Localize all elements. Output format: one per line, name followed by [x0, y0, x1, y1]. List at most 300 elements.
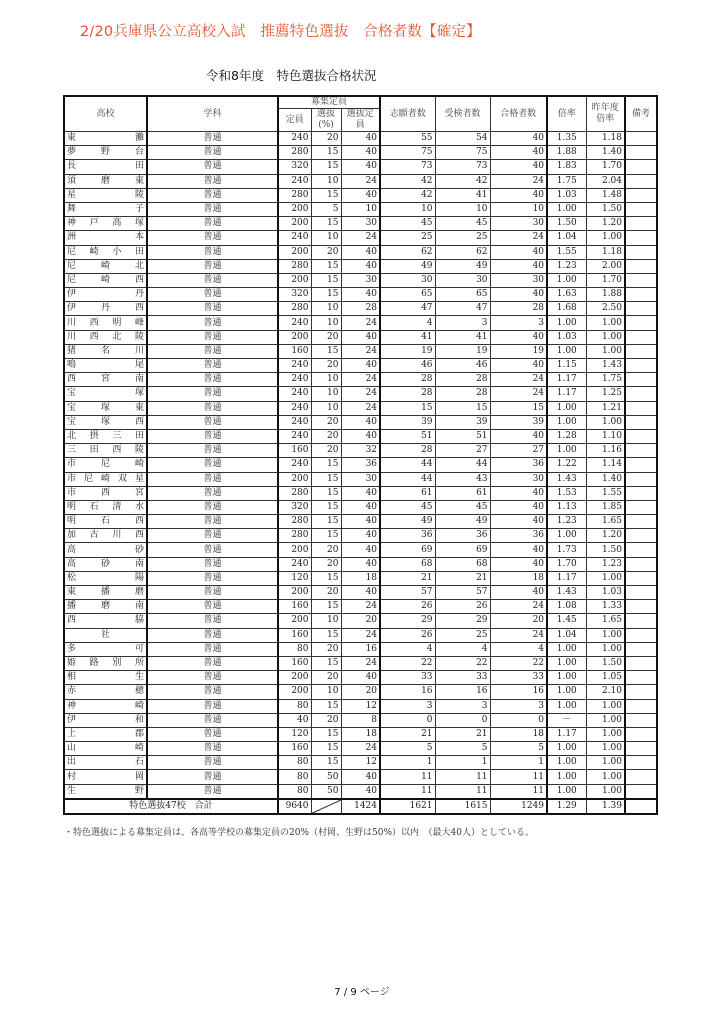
school-char: 高 — [67, 558, 77, 569]
cell-examinees: 11 — [435, 770, 490, 784]
cell-examinees: 5 — [435, 742, 490, 756]
cell-selection-quota: 40 — [341, 500, 380, 514]
table-row — [64, 699, 657, 713]
school-char: 崎 — [134, 459, 144, 470]
cell-passed: 1 — [490, 756, 547, 770]
cell-ratio: 1.00 — [547, 642, 586, 656]
cell-school — [64, 146, 147, 160]
table-row — [64, 614, 657, 628]
cell-department: 普通 — [147, 273, 278, 287]
cell-selection-pct: 20 — [311, 713, 341, 727]
school-char: 水 — [134, 501, 144, 512]
school-char: 尾 — [134, 360, 144, 371]
cell-selection-quota: 24 — [341, 401, 380, 415]
cell-school — [64, 373, 147, 387]
cell-examinees: 62 — [435, 245, 490, 259]
school-char: 南 — [134, 601, 144, 612]
school-char: 西 — [67, 615, 77, 626]
cell-examinees: 44 — [435, 458, 490, 472]
cell-capacity: 240 — [278, 373, 311, 387]
school-char: 東 — [67, 587, 77, 598]
cell-school — [64, 359, 147, 373]
cell-applicants: 65 — [380, 288, 435, 302]
cell-remarks — [625, 557, 657, 571]
cell-selection-pct: 20 — [311, 132, 341, 146]
cell-remarks — [625, 586, 657, 600]
cell-examinees: 49 — [435, 515, 490, 529]
cell-passed: 40 — [490, 500, 547, 514]
cell-selection-pct: 15 — [311, 727, 341, 741]
cell-selection-quota: 40 — [341, 288, 380, 302]
cell-school — [64, 160, 147, 174]
cell-applicants: 36 — [380, 529, 435, 543]
cell-passed: 36 — [490, 529, 547, 543]
cell-applicants: 30 — [380, 273, 435, 287]
cell-ratio: 1.00 — [547, 316, 586, 330]
cell-selection-pct: 15 — [311, 344, 341, 358]
cell-applicants: 25 — [380, 231, 435, 245]
cell-examinees: 46 — [435, 359, 490, 373]
cell-selection-quota: 30 — [341, 273, 380, 287]
cell-school — [64, 713, 147, 727]
cell-selection-quota: 24 — [341, 600, 380, 614]
cell-selection-quota: 40 — [341, 330, 380, 344]
cell-department: 普通 — [147, 458, 278, 472]
cell-remarks — [625, 373, 657, 387]
cell-ratio: 1.83 — [547, 160, 586, 174]
cell-examinees: 10 — [435, 202, 490, 216]
cell-ratio: 1.00 — [547, 415, 586, 429]
cell-prev-ratio: 1.00 — [586, 316, 625, 330]
cell-capacity: 280 — [278, 188, 311, 202]
cell-examinees: 47 — [435, 302, 490, 316]
cell-selection-quota: 28 — [341, 302, 380, 316]
cell-selection-pct: 15 — [311, 600, 341, 614]
cell-school — [64, 656, 147, 670]
table-row — [64, 330, 657, 344]
cell-school — [64, 344, 147, 358]
cell-ratio: 1.17 — [547, 727, 586, 741]
cell-ratio: 1.23 — [547, 515, 586, 529]
cell-examinees: 54 — [435, 132, 490, 146]
cell-selection-pct: 15 — [311, 500, 341, 514]
cell-capacity: 280 — [278, 529, 311, 543]
school-char: 陵 — [134, 189, 144, 200]
cell-ratio: － — [547, 713, 586, 727]
cell-prev-ratio: 1.10 — [586, 429, 625, 443]
table-row — [64, 401, 657, 415]
table-row — [64, 245, 657, 259]
school-char: 松 — [67, 572, 77, 583]
cell-examinees: 21 — [435, 727, 490, 741]
cell-department: 普通 — [147, 571, 278, 585]
school-char: 明 — [67, 516, 77, 527]
cell-ratio: 1.43 — [547, 586, 586, 600]
cell-selection-pct: 10 — [311, 373, 341, 387]
school-char: 長 — [67, 161, 77, 172]
cell-capacity: 200 — [278, 273, 311, 287]
school-char: 村 — [67, 771, 77, 782]
cell-capacity: 200 — [278, 671, 311, 685]
cell-selection-pct: 5 — [311, 202, 341, 216]
cell-prev-ratio: 1.00 — [586, 415, 625, 429]
cell-applicants: 10 — [380, 202, 435, 216]
cell-department: 普通 — [147, 373, 278, 387]
table-row — [64, 273, 657, 287]
cell-department: 普通 — [147, 699, 278, 713]
cell-selection-quota: 8 — [341, 713, 380, 727]
cell-department: 普通 — [147, 387, 278, 401]
cell-passed: 19 — [490, 344, 547, 358]
cell-school — [64, 188, 147, 202]
cell-remarks — [625, 160, 657, 174]
cell-prev-ratio: 1.00 — [586, 330, 625, 344]
cell-prev-ratio: 2.50 — [586, 302, 625, 316]
cell-examinees: 68 — [435, 557, 490, 571]
cell-remarks — [625, 217, 657, 231]
cell-remarks — [625, 784, 657, 799]
cell-capacity: 200 — [278, 202, 311, 216]
cell-selection-pct: 10 — [311, 614, 341, 628]
page-number: 7 / 9 ページ — [334, 987, 390, 998]
cell-examinees: 61 — [435, 486, 490, 500]
cell-department: 普通 — [147, 500, 278, 514]
cell-applicants: 55 — [380, 132, 435, 146]
school-char: 上 — [67, 728, 77, 739]
cell-department: 普通 — [147, 444, 278, 458]
cell-remarks — [625, 316, 657, 330]
cell-school — [64, 770, 147, 784]
cell-department: 普通 — [147, 586, 278, 600]
table-row — [64, 543, 657, 557]
school-char: 播 — [67, 601, 77, 612]
school-char: 陵 — [134, 331, 144, 342]
cell-selection-quota: 24 — [341, 174, 380, 188]
cell-school — [64, 515, 147, 529]
table-row — [64, 188, 657, 202]
cell-applicants: 3 — [380, 699, 435, 713]
cell-school — [64, 202, 147, 216]
cell-remarks — [625, 742, 657, 756]
cell-department: 普通 — [147, 188, 278, 202]
cell-school — [64, 756, 147, 770]
cell-examinees: 3 — [435, 316, 490, 330]
cell-passed: 40 — [490, 245, 547, 259]
cell-passed: 40 — [490, 586, 547, 600]
header-ratio: 倍率 — [547, 96, 586, 132]
school-char: 神 — [67, 700, 77, 711]
cell-capacity: 200 — [278, 245, 311, 259]
school-char: 東 — [67, 133, 77, 144]
cell-examinees: 33 — [435, 671, 490, 685]
school-char: 社 — [100, 629, 110, 640]
cell-examinees: 29 — [435, 614, 490, 628]
school-char: 須 — [67, 175, 77, 186]
cell-selection-quota: 24 — [341, 656, 380, 670]
cell-ratio: 1.50 — [547, 217, 586, 231]
cell-selection-pct: 50 — [311, 770, 341, 784]
school-char: 砂 — [100, 558, 110, 569]
cell-school — [64, 600, 147, 614]
cell-ratio: 1.00 — [547, 444, 586, 458]
cell-school — [64, 486, 147, 500]
school-char: 西 — [89, 331, 99, 342]
table-row — [64, 486, 657, 500]
cell-selection-pct: 15 — [311, 515, 341, 529]
cell-applicants: 11 — [380, 784, 435, 799]
table-row — [64, 132, 657, 146]
school-char: 西 — [100, 487, 110, 498]
table-row — [64, 671, 657, 685]
cell-selection-pct: 15 — [311, 656, 341, 670]
cell-ratio: 1.28 — [547, 429, 586, 443]
header-selection-quota: 選抜定員 — [341, 109, 380, 132]
cell-department: 普通 — [147, 727, 278, 741]
cell-remarks — [625, 699, 657, 713]
cell-examinees: 15 — [435, 401, 490, 415]
cell-selection-pct: 15 — [311, 160, 341, 174]
cell-prev-ratio: 1.00 — [586, 699, 625, 713]
school-char: 陵 — [134, 445, 144, 456]
cell-examinees: 36 — [435, 529, 490, 543]
cell-ratio: 1.17 — [547, 373, 586, 387]
cell-selection-quota: 40 — [341, 770, 380, 784]
cell-applicants: 15 — [380, 401, 435, 415]
cell-selection-quota: 40 — [341, 543, 380, 557]
cell-prev-ratio: 1.14 — [586, 458, 625, 472]
table-row — [64, 373, 657, 387]
cell-prev-ratio: 1.00 — [586, 770, 625, 784]
school-char: 田 — [134, 431, 144, 442]
table-row — [64, 458, 657, 472]
cell-passed: 4 — [490, 642, 547, 656]
table-title: 令和8年度 特色選抜合格状況 — [206, 68, 377, 83]
cell-department: 普通 — [147, 344, 278, 358]
cell-remarks — [625, 628, 657, 642]
cell-school — [64, 529, 147, 543]
cell-remarks — [625, 500, 657, 514]
cell-selection-pct: 20 — [311, 557, 341, 571]
cell-capacity: 280 — [278, 146, 311, 160]
cell-department: 普通 — [147, 245, 278, 259]
table-row — [64, 586, 657, 600]
cell-examinees: 65 — [435, 288, 490, 302]
cell-department: 普通 — [147, 401, 278, 415]
cell-ratio: 1.00 — [547, 202, 586, 216]
cell-prev-ratio: 1.33 — [586, 600, 625, 614]
header-department: 学科 — [147, 96, 278, 132]
school-char: 田 — [89, 445, 99, 456]
total-applicants: 1621 — [380, 799, 435, 814]
cell-passed: 20 — [490, 614, 547, 628]
school-char: 尼 — [67, 260, 77, 271]
cell-prev-ratio: 1.70 — [586, 160, 625, 174]
school-char: 姫 — [67, 658, 77, 669]
header-recruit-group: 募集定員 — [278, 96, 380, 109]
school-char: 本 — [134, 232, 144, 243]
cell-department: 普通 — [147, 515, 278, 529]
cell-ratio: 1.15 — [547, 359, 586, 373]
table-row — [64, 160, 657, 174]
cell-applicants: 62 — [380, 245, 435, 259]
table-row — [64, 515, 657, 529]
school-char: 塚 — [100, 416, 110, 427]
table-row — [64, 756, 657, 770]
cell-school — [64, 217, 147, 231]
cell-school — [64, 401, 147, 415]
header-passed: 合格者数 — [490, 96, 547, 132]
school-char: 高 — [112, 218, 122, 229]
cell-passed: 24 — [490, 231, 547, 245]
school-char: 尼 — [83, 473, 93, 484]
cell-department: 普通 — [147, 742, 278, 756]
cell-selection-quota: 40 — [341, 188, 380, 202]
cell-passed: 24 — [490, 174, 547, 188]
school-char: 岡 — [134, 771, 144, 782]
total-row — [64, 799, 657, 814]
cell-capacity: 240 — [278, 401, 311, 415]
school-char: 東 — [134, 402, 144, 413]
cell-remarks — [625, 429, 657, 443]
cell-examinees: 16 — [435, 685, 490, 699]
table-row — [64, 217, 657, 231]
cell-selection-pct: 20 — [311, 415, 341, 429]
cell-examinees: 57 — [435, 586, 490, 600]
cell-selection-quota: 40 — [341, 132, 380, 146]
cell-ratio: 1.00 — [547, 656, 586, 670]
cell-selection-quota: 24 — [341, 387, 380, 401]
cell-passed: 11 — [490, 784, 547, 799]
cell-passed: 40 — [490, 188, 547, 202]
cell-examinees: 4 — [435, 642, 490, 656]
cell-passed: 33 — [490, 671, 547, 685]
cell-prev-ratio: 1.00 — [586, 571, 625, 585]
table-row — [64, 174, 657, 188]
cell-capacity: 160 — [278, 444, 311, 458]
school-char: 洲 — [67, 232, 77, 243]
school-char: 山 — [67, 743, 77, 754]
cell-school — [64, 316, 147, 330]
school-char: 伊 — [67, 303, 77, 314]
cell-passed: 40 — [490, 146, 547, 160]
cell-selection-pct: 20 — [311, 444, 341, 458]
cell-prev-ratio: 1.00 — [586, 231, 625, 245]
cell-capacity: 320 — [278, 500, 311, 514]
cell-prev-ratio: 1.18 — [586, 132, 625, 146]
cell-examinees: 69 — [435, 543, 490, 557]
cell-capacity: 80 — [278, 770, 311, 784]
cell-school — [64, 472, 147, 486]
cell-capacity: 200 — [278, 614, 311, 628]
school-char: 播 — [100, 587, 110, 598]
cell-passed: 28 — [490, 302, 547, 316]
cell-prev-ratio: 1.00 — [586, 756, 625, 770]
cell-remarks — [625, 756, 657, 770]
school-char: 市 — [67, 459, 77, 470]
cell-passed: 40 — [490, 486, 547, 500]
header-remarks: 備考 — [625, 96, 657, 132]
cell-prev-ratio: 2.00 — [586, 259, 625, 273]
cell-capacity: 320 — [278, 160, 311, 174]
cell-ratio: 1.03 — [547, 188, 586, 202]
school-char: 磨 — [100, 601, 110, 612]
cell-capacity: 200 — [278, 543, 311, 557]
table-row — [64, 571, 657, 585]
school-char: 市 — [67, 487, 77, 498]
cell-applicants: 68 — [380, 557, 435, 571]
school-char: 丹 — [100, 303, 110, 314]
school-char: 西 — [134, 274, 144, 285]
cell-department: 普通 — [147, 415, 278, 429]
table-row — [64, 344, 657, 358]
cell-department: 普通 — [147, 628, 278, 642]
cell-remarks — [625, 515, 657, 529]
cell-capacity: 280 — [278, 486, 311, 500]
school-char: 出 — [67, 757, 77, 768]
cell-remarks — [625, 273, 657, 287]
school-char: 北 — [112, 331, 122, 342]
cell-ratio: 1.17 — [547, 387, 586, 401]
table-row — [64, 557, 657, 571]
cell-department: 普通 — [147, 784, 278, 799]
school-char: 双 — [117, 473, 127, 484]
cell-passed: 27 — [490, 444, 547, 458]
cell-remarks — [625, 202, 657, 216]
cell-selection-quota: 40 — [341, 586, 380, 600]
cell-department: 普通 — [147, 543, 278, 557]
cell-capacity: 240 — [278, 415, 311, 429]
cell-remarks — [625, 415, 657, 429]
total-examinees: 1615 — [435, 799, 490, 814]
cell-selection-pct: 15 — [311, 146, 341, 160]
table-row — [64, 259, 657, 273]
cell-ratio: 1.00 — [547, 401, 586, 415]
cell-prev-ratio: 1.21 — [586, 401, 625, 415]
school-char: 灘 — [134, 133, 144, 144]
table-row — [64, 302, 657, 316]
school-char: 野 — [134, 785, 144, 796]
table-row — [64, 742, 657, 756]
school-char: 明 — [112, 317, 122, 328]
school-char: 子 — [134, 204, 144, 215]
results-table — [63, 95, 658, 815]
cell-selection-quota: 10 — [341, 202, 380, 216]
school-char: 砂 — [134, 544, 144, 555]
cell-school — [64, 259, 147, 273]
cell-selection-quota: 18 — [341, 727, 380, 741]
school-char: 脇 — [134, 615, 144, 626]
cell-applicants: 26 — [380, 628, 435, 642]
cell-remarks — [625, 359, 657, 373]
cell-ratio: 1.70 — [547, 557, 586, 571]
cell-capacity: 200 — [278, 217, 311, 231]
cell-capacity: 240 — [278, 458, 311, 472]
cell-applicants: 5 — [380, 742, 435, 756]
header-capacity: 定員 — [278, 109, 311, 132]
school-char: 西 — [67, 374, 77, 385]
cell-passed: 39 — [490, 415, 547, 429]
cell-passed: 40 — [490, 160, 547, 174]
cell-examinees: 45 — [435, 500, 490, 514]
cell-remarks — [625, 302, 657, 316]
cell-passed: 30 — [490, 472, 547, 486]
cell-capacity: 160 — [278, 344, 311, 358]
cell-capacity: 80 — [278, 699, 311, 713]
table-body — [64, 132, 657, 799]
school-char: 摂 — [89, 431, 99, 442]
cell-selection-pct: 15 — [311, 188, 341, 202]
cell-school — [64, 330, 147, 344]
